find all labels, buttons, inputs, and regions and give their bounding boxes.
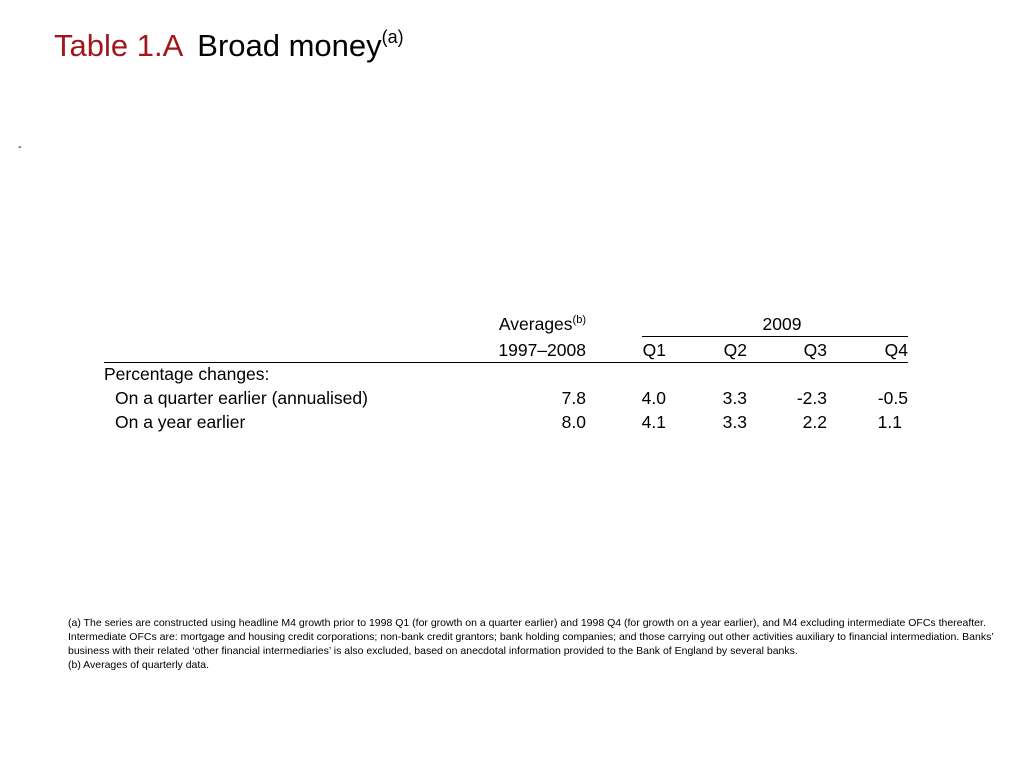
table-header-row-1 — [104, 312, 908, 336]
year-header: 2009 — [762, 314, 802, 334]
table-number-label: Table 1.A — [54, 28, 184, 63]
q3-value: -2.3 — [796, 388, 827, 408]
averages-header — [499, 312, 586, 339]
averages-footnote-marker: (b) — [572, 314, 586, 326]
q1-value: 4.1 — [641, 412, 666, 432]
averages-label: Averages — [498, 314, 573, 334]
q3-header: Q3 — [803, 340, 827, 360]
row-label: On a year earlier — [115, 412, 246, 432]
table-title-text: Broad money — [197, 28, 382, 63]
averages-period-header: 1997–2008 — [498, 340, 586, 360]
section-row — [104, 362, 908, 386]
footnote-b: (b) Averages of quarterly data. — [68, 659, 210, 671]
q3-value: 2.2 — [802, 412, 827, 432]
q2-value: 3.3 — [722, 388, 747, 408]
q4-header: Q4 — [884, 340, 908, 360]
q2-header: Q2 — [723, 340, 747, 360]
stray-mark: - — [18, 141, 22, 153]
section-label: Percentage changes: — [104, 364, 270, 384]
q1-value: 4.0 — [641, 388, 666, 408]
table-row — [104, 410, 908, 434]
year-header-rule — [642, 336, 908, 337]
table-header-row-2 — [104, 338, 908, 362]
title-footnote-marker: (a) — [381, 27, 404, 47]
average-value: 8.0 — [561, 412, 586, 432]
page-title — [54, 26, 404, 70]
q1-header: Q1 — [642, 340, 666, 360]
footnotes — [68, 616, 998, 672]
table-row — [104, 386, 908, 410]
row-label: On a quarter earlier (annualised) — [115, 388, 368, 408]
q4-value: -0.5 — [877, 388, 908, 408]
q2-value: 3.3 — [722, 412, 747, 432]
footnote-a: (a) The series are constructed using headline M4 growth prior to 1998 Q1 (for growth on a quarter earlier) and 1998 Q4 (for growth on a year earlier), and M4 excluding intermediate OFCs thereafter. Intermediate OFCs are: mortgage and housing credit corporations; non-bank credit grantors; bank holding companies; and those carrying out other activities auxiliary to financial intermediation. Banks’ business with their related ‘other financial intermediaries’ is also excluded, based on anecdotal information provided to the Bank of England by several banks. — [68, 617, 994, 657]
q4-value: 1.1 — [877, 412, 902, 432]
average-value: 7.8 — [561, 388, 586, 408]
